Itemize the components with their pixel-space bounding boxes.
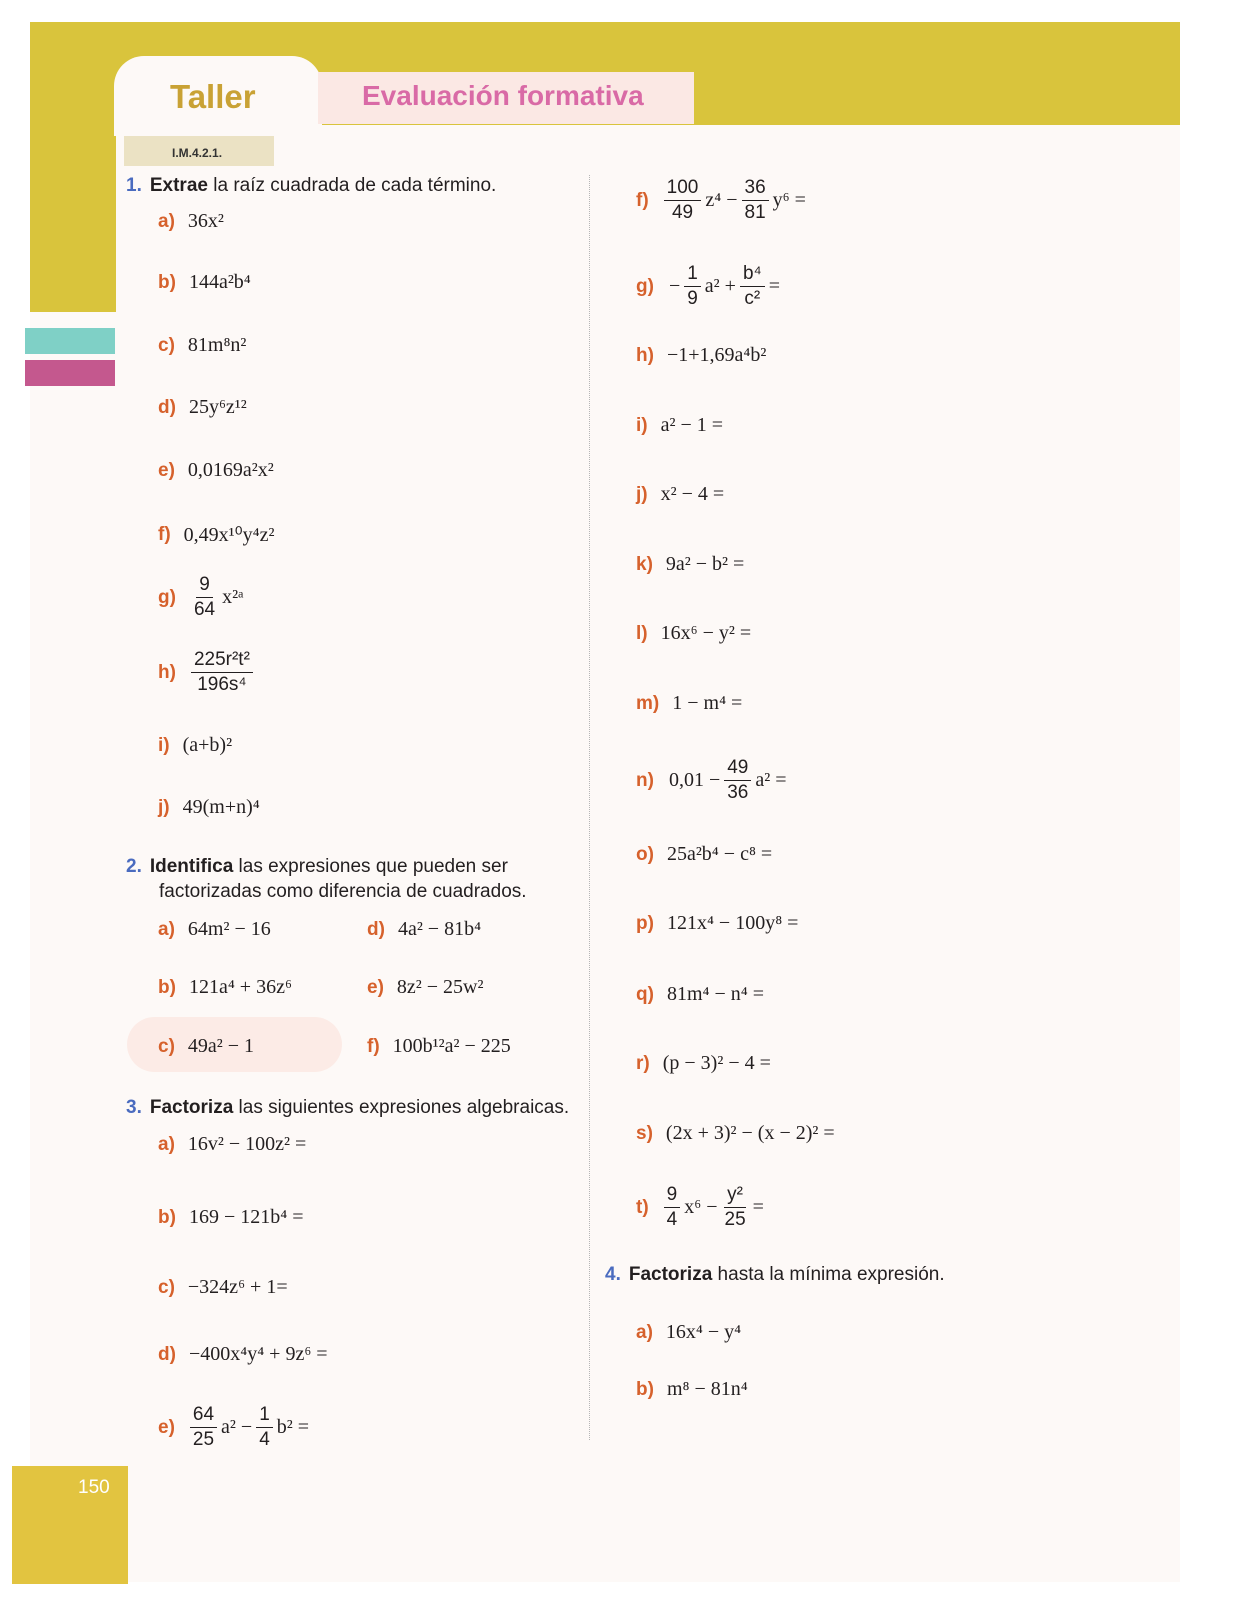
denominator: 49 bbox=[671, 202, 694, 223]
item-letter: s) bbox=[636, 1122, 653, 1144]
question-text: las expresiones que pueden ser bbox=[233, 856, 508, 877]
item-expression: 0,49x¹⁰y⁴z² bbox=[183, 524, 275, 546]
item-expression: b² = bbox=[276, 1416, 310, 1438]
item-letter: b) bbox=[158, 271, 176, 293]
item-expression: 169 − 121b⁴ = bbox=[188, 1206, 304, 1228]
item-letter: i) bbox=[636, 414, 648, 436]
question-3 bbox=[126, 1096, 569, 1120]
q2-item-e bbox=[367, 976, 484, 999]
q3-item-p bbox=[636, 912, 798, 935]
pink-stripe bbox=[25, 360, 115, 386]
q2-item-d bbox=[367, 918, 481, 941]
fraction bbox=[722, 1183, 749, 1232]
q1-item-e bbox=[158, 459, 274, 482]
q3-item-h bbox=[636, 344, 766, 367]
item-expression: = bbox=[752, 1196, 764, 1218]
question-2-continuation: factorizadas como diferencia de cuadrados. bbox=[159, 881, 527, 902]
teal-stripe bbox=[25, 328, 115, 354]
q3-item-c bbox=[158, 1276, 288, 1299]
item-letter: c) bbox=[158, 1276, 175, 1298]
denominator: 4 bbox=[666, 1209, 678, 1230]
q3-item-e bbox=[158, 1403, 311, 1452]
item-expression: 16x⁴ − y⁴ bbox=[665, 1321, 742, 1343]
item-letter: k) bbox=[636, 553, 653, 575]
numerator: 9 bbox=[664, 1183, 681, 1208]
q3-item-q bbox=[636, 983, 764, 1006]
item-letter: f) bbox=[367, 1035, 380, 1057]
q3-item-r bbox=[636, 1052, 771, 1075]
q2-item-f bbox=[367, 1035, 511, 1058]
question-text: las siguientes expresiones algebraicas. bbox=[233, 1097, 570, 1118]
denominator: 196s⁴ bbox=[197, 674, 247, 695]
item-expression: x²ᵃ bbox=[222, 586, 244, 608]
page-subtitle: Evaluación formativa bbox=[362, 80, 644, 111]
item-letter: n) bbox=[636, 769, 654, 791]
denominator: 25 bbox=[724, 1209, 746, 1230]
denominator: c² bbox=[744, 288, 761, 309]
item-expression: 8z² − 25w² bbox=[396, 976, 484, 998]
q1-item-d bbox=[158, 396, 247, 419]
q3-item-t bbox=[636, 1183, 766, 1232]
numerator: 49 bbox=[724, 756, 751, 781]
item-letter: o) bbox=[636, 843, 654, 865]
item-expression: = bbox=[768, 275, 780, 297]
item-expression: 81m⁸n² bbox=[187, 334, 247, 356]
item-letter: d) bbox=[158, 1343, 176, 1365]
question-verb: Identifica bbox=[149, 856, 234, 877]
question-2 bbox=[126, 855, 571, 879]
item-expression: 0,01 − bbox=[668, 769, 721, 791]
item-expression: 25y⁶z¹² bbox=[188, 396, 247, 418]
numerator: 1 bbox=[256, 1403, 273, 1428]
item-expression: a² + bbox=[704, 275, 736, 297]
item-letter: a) bbox=[158, 1133, 175, 1155]
item-expression: 49(m+n)⁴ bbox=[182, 796, 260, 818]
item-expression: (a+b)² bbox=[182, 734, 233, 756]
item-letter: b) bbox=[158, 976, 176, 998]
item-letter: a) bbox=[158, 918, 175, 940]
item-letter: f) bbox=[636, 189, 649, 211]
question-number: 1. bbox=[126, 175, 142, 196]
fraction bbox=[742, 176, 769, 225]
q1-item-f bbox=[158, 522, 275, 547]
fraction bbox=[684, 262, 701, 311]
item-expression: 121a⁴ + 36z⁶ bbox=[188, 976, 292, 998]
item-letter: m) bbox=[636, 692, 660, 714]
item-letter: t) bbox=[636, 1196, 649, 1218]
item-expression: 25a²b⁴ − c⁸ = bbox=[666, 843, 773, 865]
item-letter: g) bbox=[158, 586, 176, 608]
q1-item-a bbox=[158, 210, 224, 233]
item-expression: a² − 1 = bbox=[660, 414, 724, 436]
fraction bbox=[664, 176, 702, 225]
item-expression: −324z⁶ + 1= bbox=[187, 1276, 288, 1298]
page-title: Taller bbox=[170, 78, 256, 115]
numerator: 64 bbox=[190, 1403, 217, 1428]
numerator: b⁴ bbox=[740, 262, 765, 287]
numerator: 1 bbox=[684, 262, 701, 287]
fraction bbox=[724, 756, 751, 805]
q1-item-c bbox=[158, 334, 246, 357]
item-letter: q) bbox=[636, 983, 654, 1005]
item-expression: (2x + 3)² − (x − 2)² = bbox=[665, 1122, 835, 1144]
question-number: 3. bbox=[126, 1097, 142, 1118]
q2-item-a bbox=[158, 918, 271, 941]
question-1 bbox=[126, 174, 496, 198]
item-letter: i) bbox=[158, 734, 170, 756]
item-expression: 16x⁶ − y² = bbox=[660, 622, 752, 644]
item-letter: c) bbox=[158, 334, 175, 356]
item-letter: j) bbox=[636, 483, 648, 505]
item-letter: h) bbox=[636, 344, 654, 366]
q2-item-b bbox=[158, 976, 292, 999]
skill-code: I.M.4.2.1. bbox=[172, 146, 223, 160]
q1-item-b bbox=[158, 271, 251, 294]
denominator: 36 bbox=[727, 782, 749, 803]
item-letter: r) bbox=[636, 1052, 650, 1074]
item-expression: 4a² − 81b⁴ bbox=[397, 918, 482, 940]
fraction bbox=[664, 1183, 681, 1232]
denominator: 4 bbox=[259, 1429, 270, 1450]
question-text: la raíz cuadrada de cada término. bbox=[207, 175, 497, 196]
item-letter: e) bbox=[367, 976, 384, 998]
denominator: 9 bbox=[687, 288, 698, 309]
item-letter: l) bbox=[636, 622, 648, 644]
item-letter: a) bbox=[636, 1321, 653, 1343]
item-expression: 121x⁴ − 100y⁸ = bbox=[666, 912, 799, 934]
item-letter: b) bbox=[158, 1206, 176, 1228]
item-expression: −400x⁴y⁴ + 9z⁶ = bbox=[188, 1343, 328, 1365]
column-divider bbox=[589, 175, 590, 1440]
q3-item-g bbox=[636, 262, 782, 311]
item-letter: g) bbox=[636, 275, 654, 297]
q1-item-h bbox=[158, 648, 255, 697]
numerator: y² bbox=[724, 1183, 746, 1208]
numerator: 9 bbox=[196, 573, 213, 598]
q3-item-m bbox=[636, 692, 742, 715]
fraction bbox=[190, 1403, 217, 1452]
question-number: 2. bbox=[126, 856, 142, 877]
question-verb: Factoriza bbox=[149, 1097, 234, 1118]
item-expression: (p − 3)² − 4 = bbox=[662, 1052, 771, 1074]
denominator: 25 bbox=[192, 1429, 215, 1450]
question-number: 4. bbox=[605, 1264, 621, 1285]
item-expression: a² = bbox=[755, 769, 787, 791]
item-letter: j) bbox=[158, 796, 170, 818]
item-letter: p) bbox=[636, 912, 654, 934]
q3-item-n bbox=[636, 756, 789, 805]
q3-item-o bbox=[636, 843, 772, 866]
item-expression: 49a² − 1 bbox=[187, 1035, 255, 1057]
item-expression: y⁶ = bbox=[772, 189, 806, 211]
question-verb: Factoriza bbox=[628, 1264, 713, 1285]
q1-item-g bbox=[158, 573, 246, 622]
item-expression: 64m² − 16 bbox=[187, 918, 271, 940]
item-letter: e) bbox=[158, 459, 175, 481]
q3-item-k bbox=[636, 553, 744, 576]
question-text: hasta la mínima expresión. bbox=[712, 1264, 945, 1285]
question-4 bbox=[605, 1263, 945, 1287]
left-margin-band bbox=[30, 22, 116, 312]
item-letter: d) bbox=[158, 396, 176, 418]
item-expression: 9a² − b² = bbox=[665, 553, 745, 575]
item-letter: f) bbox=[158, 523, 171, 545]
q3-item-a bbox=[158, 1133, 306, 1156]
q4-item-b bbox=[636, 1378, 748, 1401]
item-expression: z⁴ − bbox=[705, 189, 738, 211]
item-letter: a) bbox=[158, 210, 175, 232]
item-expression: 1 − m⁴ = bbox=[672, 692, 743, 714]
item-expression: a² − bbox=[221, 1416, 253, 1438]
q3-item-d bbox=[158, 1343, 328, 1366]
q2-item-c bbox=[158, 1035, 254, 1058]
fraction bbox=[740, 262, 765, 311]
q3-item-s bbox=[636, 1122, 835, 1145]
item-expression: 81m⁴ − n⁴ = bbox=[666, 983, 764, 1005]
item-expression: 100b¹²a² − 225 bbox=[392, 1035, 511, 1057]
numerator: 225r²t² bbox=[191, 648, 253, 673]
item-expression: 0,0169a²x² bbox=[187, 459, 274, 481]
item-letter: e) bbox=[158, 1416, 175, 1438]
numerator: 36 bbox=[742, 176, 769, 201]
fraction bbox=[191, 573, 218, 622]
q3-item-b bbox=[158, 1206, 303, 1229]
q1-item-i bbox=[158, 734, 232, 757]
item-expression: x⁶ − bbox=[684, 1196, 718, 1218]
page-number: 150 bbox=[78, 1477, 110, 1498]
q3-item-f bbox=[636, 176, 808, 225]
q1-item-j bbox=[158, 796, 260, 819]
item-expression: − bbox=[668, 275, 681, 297]
denominator: 64 bbox=[193, 599, 216, 620]
item-letter: d) bbox=[367, 918, 385, 940]
page-number-block bbox=[12, 1466, 128, 1584]
item-letter: c) bbox=[158, 1035, 175, 1057]
q4-item-a bbox=[636, 1321, 741, 1344]
question-verb: Extrae bbox=[149, 175, 208, 196]
item-letter: b) bbox=[636, 1378, 654, 1400]
fraction bbox=[256, 1403, 273, 1452]
item-expression: 36x² bbox=[187, 210, 224, 232]
q3-item-l bbox=[636, 622, 751, 645]
numerator: 100 bbox=[664, 176, 702, 201]
q3-item-i bbox=[636, 414, 723, 437]
fraction bbox=[191, 648, 253, 697]
item-expression: x² − 4 = bbox=[660, 483, 725, 505]
q3-item-j bbox=[636, 483, 724, 506]
item-expression: 16v² − 100z² = bbox=[187, 1133, 307, 1155]
item-expression: m⁸ − 81n⁴ bbox=[666, 1378, 748, 1400]
item-letter: h) bbox=[158, 661, 176, 683]
item-expression: −1+1,69a⁴b² bbox=[666, 344, 767, 366]
item-expression: 144a²b⁴ bbox=[188, 271, 251, 293]
denominator: 81 bbox=[744, 202, 766, 223]
